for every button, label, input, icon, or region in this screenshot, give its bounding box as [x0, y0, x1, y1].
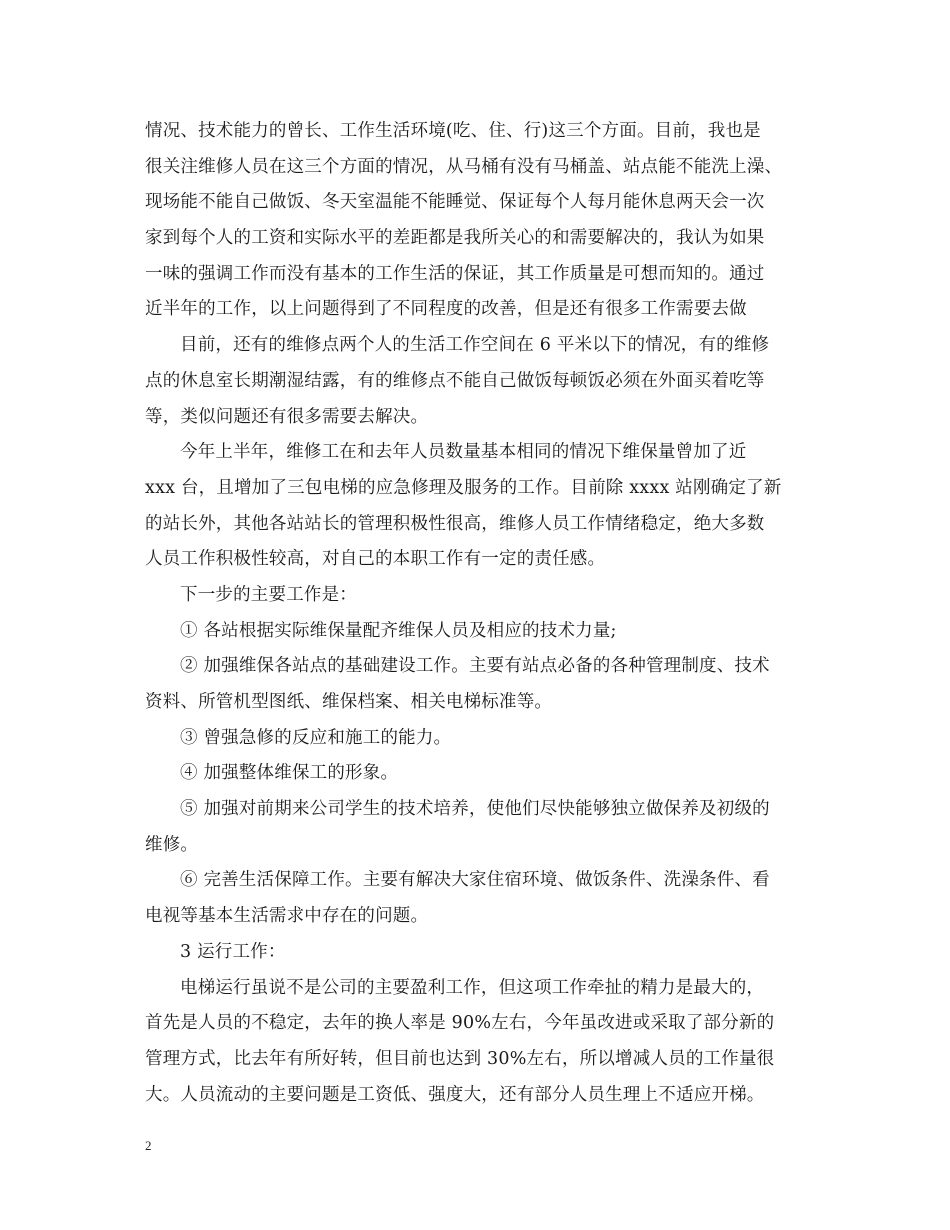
text-line: 的站长外，其他各站站长的管理积极性很高，维修人员工作情绪稳定，绝大多数 — [145, 513, 765, 534]
text-line: 近半年的工作，以上问题得到了不同程度的改善，但是还有很多工作需要去做 — [145, 299, 747, 320]
text-line: 情况、技术能力的曾长、工作生活环境(吃、住、行)这三个方面。目前，我也是 — [145, 121, 761, 141]
text-line: 管理方式，比去年有所好转，但目前也达到 30%左右，所以增减人员的工作量很 — [145, 1048, 775, 1069]
text-line: 家到每个人的工资和实际水平的差距都是我所关心的和需要解决的，我认为如果 — [145, 228, 765, 249]
text-line: 很关注维修人员在这三个方面的情况，从马桶有没有马桶盖、站点能不能洗上澡、 — [145, 156, 783, 177]
text-line: 下一步的主要工作是： — [180, 584, 357, 605]
text-line: 等，类似问题还有很多需要去解决。 — [145, 406, 429, 427]
text-line: 电梯运行虽说不是公司的主要盈利工作，但这项工作牵扯的精力是最大的， — [180, 977, 765, 998]
text-line: ⑤ 加强对前期来公司学生的技术培养，使他们尽快能够独立做保养及初级的 — [180, 799, 770, 820]
text-line: ⑥ 完善生活保障工作。主要有解决大家住宿环境、做饭条件、洗澡条件、看 — [180, 870, 770, 891]
text-line: 资料、所管机型图纸、维保档案、相关电梯标准等。 — [145, 692, 553, 712]
text-line: 点的休息室长期潮湿结露，有的维修点不能自己做饭每顿饭必须在外面买着吃等 — [145, 370, 765, 391]
text-line: 首先是人员的不稳定，去年的换人率是 90%左右，今年虽改进或采取了部分新的 — [145, 1013, 775, 1034]
text-line: 3 运行工作： — [180, 941, 286, 962]
text-line: 电视等基本生活需求中存在的问题。 — [145, 906, 429, 927]
text-line: 一味的强调工作而没有基本的工作生活的保证，其工作质量是可想而知的。通过 — [145, 263, 765, 284]
text-line: ① 各站根据实际维保量配齐维保人员及相应的技术力量; — [180, 620, 617, 641]
text-line: ③ 曾强急修的反应和施工的能力。 — [180, 727, 452, 748]
page-number: 2 — [145, 1138, 152, 1153]
text-line: 现场能不能自己做饭、冬天室温能不能睡觉、保证每个人每月能休息两天会一次 — [145, 192, 765, 213]
text-line: 大。人员流动的主要问题是工资低、强度大，还有部分人员生理上不适应开梯。 — [145, 1084, 765, 1105]
text-line: xxx 台，且增加了三包电梯的应急修理及服务的工作。目前除 xxxx 站刚确定了新 — [145, 477, 782, 498]
text-line: 今年上半年，维修工在和去年人员数量基本相同的情况下维保量曾加了近 — [180, 442, 747, 463]
text-line: ④ 加强整体维保工的形象。 — [180, 763, 399, 784]
body-text — [145, 114, 810, 1113]
text-line: 维修。 — [145, 834, 199, 855]
text-line: 人员工作积极性较高，对自己的本职工作有一定的责任感。 — [145, 549, 606, 570]
text-line: 目前，还有的维修点两个人的生活工作空间在 6 平米以下的情况，有的维修 — [180, 335, 770, 356]
text-line: ② 加强维保各站点的基础建设工作。主要有站点必备的各种管理制度、技术 — [180, 656, 770, 677]
